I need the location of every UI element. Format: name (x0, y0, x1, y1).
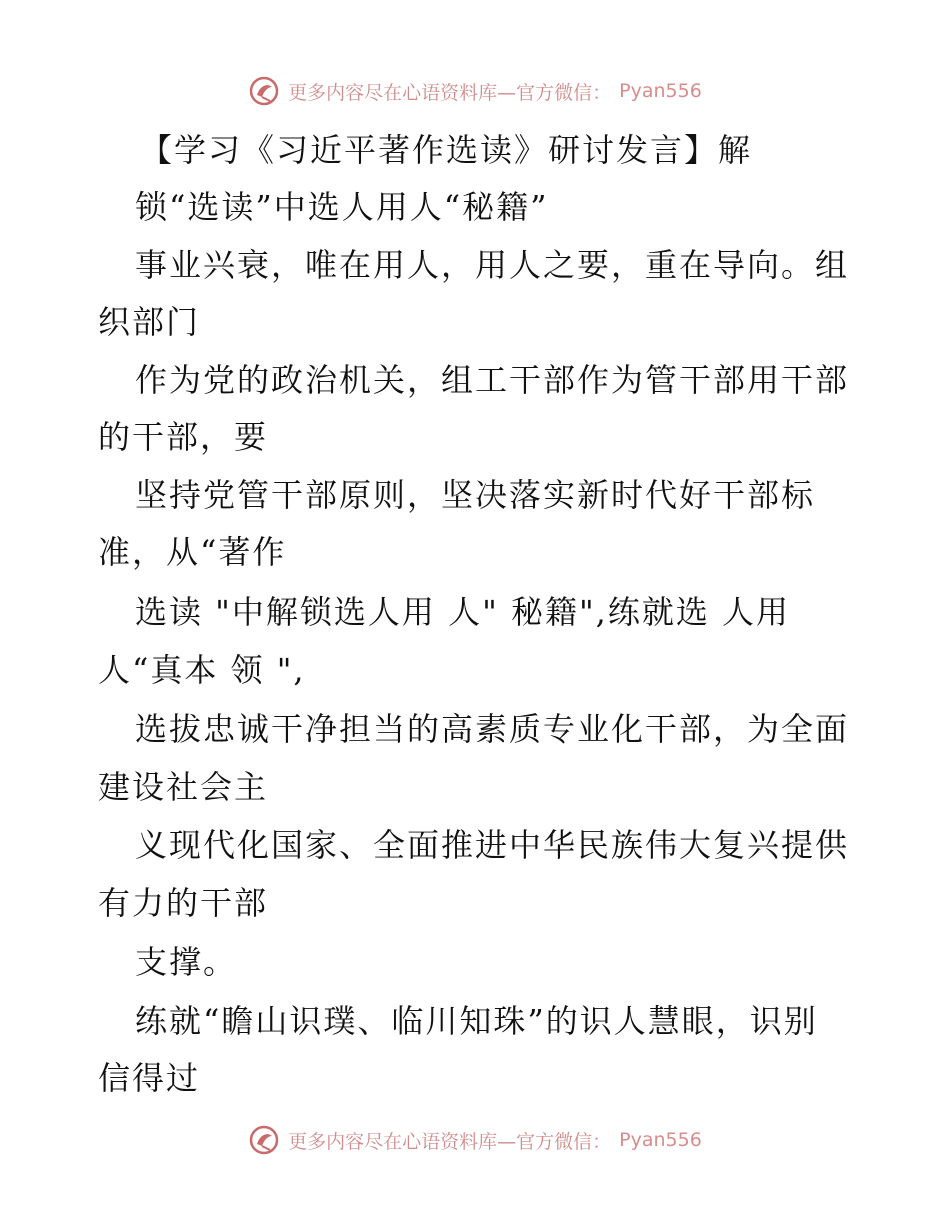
doc-title-line-2: 锁“选读”中选人用人“秘籍” (135, 188, 549, 226)
doc-line: 支撑。 (135, 943, 238, 981)
doc-line: 准，从“著作 (98, 533, 287, 571)
doc-line: 义现代化国家、全面推进中华民族伟大复兴提供 (135, 826, 850, 864)
rose-seal-icon (248, 1124, 280, 1156)
watermark-text: 更多内容尽在心语资料库—官方微信： (288, 81, 612, 104)
watermark-account: Pyan556 (619, 80, 702, 102)
doc-line: 有力的干部 (98, 884, 269, 922)
doc-line: 织部门 (98, 303, 201, 341)
doc-line: 坚持党管干部原则，坚决落实新时代好干部标 (135, 476, 816, 514)
watermark-header (0, 71, 950, 111)
doc-line: 选读 "中解锁选人用 人" 秘籍",练就选 人用 (135, 593, 791, 631)
doc-line: 练就“瞻山识璞、临川知珠”的识人慧眼，识别 (135, 1002, 818, 1040)
watermark-text: 更多内容尽在心语资料库—官方微信： (288, 1130, 612, 1153)
doc-line: 选拔忠诚干净担当的高素质专业化干部，为全面 (135, 710, 850, 748)
doc-line: 信得过 (98, 1059, 201, 1097)
doc-line: 事业兴衰，唯在用人，用人之要，重在导向。组 (135, 246, 850, 284)
doc-line: 作为党的政治机关，组工干部作为管干部用干部 (135, 361, 850, 399)
watermark-account: Pyan556 (619, 1129, 702, 1151)
watermark-footer (0, 1120, 950, 1160)
doc-line: 建设社会主 (98, 768, 269, 806)
rose-seal-icon (248, 75, 280, 107)
doc-title-line-1: 【学习《习近平著作选读》研讨发言】解 (140, 131, 753, 169)
doc-line: 人“真本 领 ", (98, 651, 306, 689)
doc-line: 的干部，要 (98, 418, 269, 456)
